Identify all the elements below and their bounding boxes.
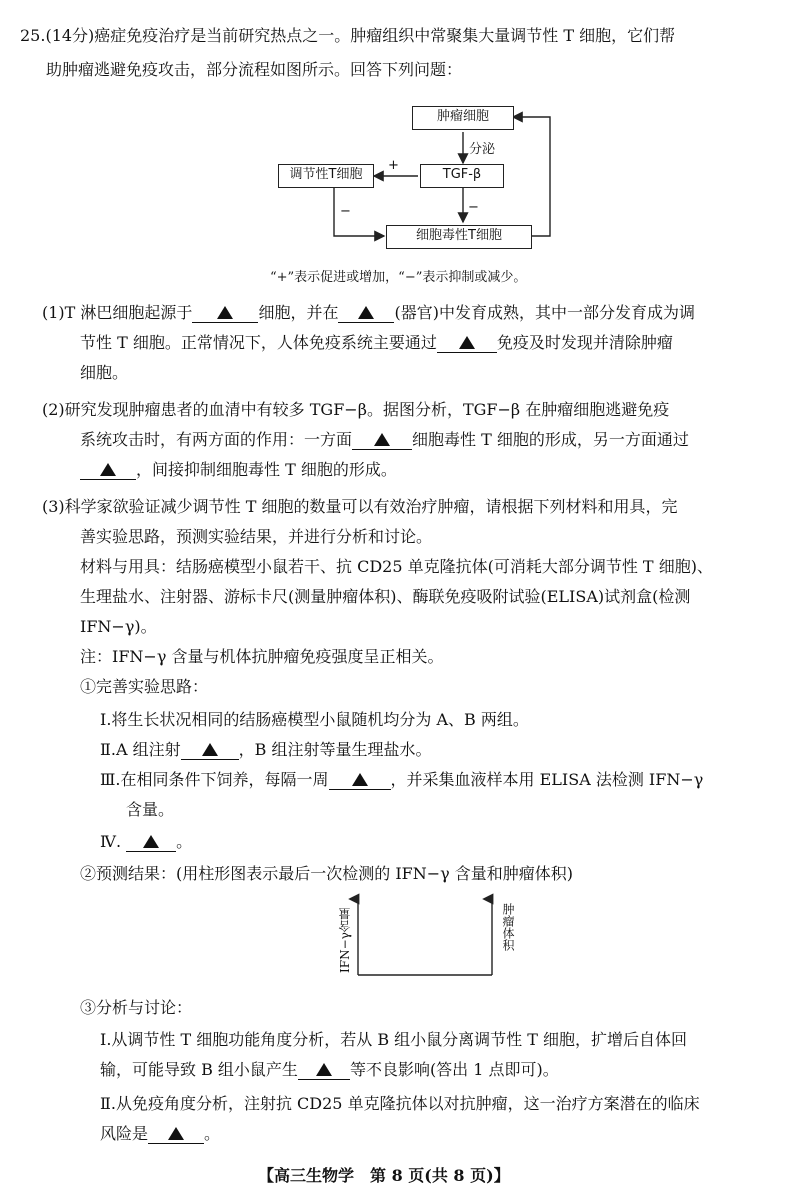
triangle-icon: [100, 463, 116, 476]
discussion-2-text-c: 。: [204, 1124, 221, 1143]
minus-sign-treg: −: [340, 204, 351, 219]
step-4-text-a: Ⅳ.: [100, 832, 122, 851]
answer-blank-5[interactable]: [80, 461, 136, 480]
q2-text-b: 系统攻击时，有两方面的作用：一方面: [80, 430, 353, 449]
empty-bar-chart: [330, 893, 530, 983]
step-3: [100, 770, 703, 790]
q2-line2: [80, 430, 689, 450]
tumor-cell-box: 肿瘤细胞: [412, 106, 514, 130]
tgf-beta-box: TGF-β: [420, 164, 504, 188]
q1-text-d: 节性 T 细胞。正常情况下，人体免疫系统主要通过: [80, 333, 437, 352]
q2-line1: (2)研究发现肿瘤患者的血清中有较多 TGF−β。据图分析，TGF−β 在肿瘤细胞逃避免疫: [42, 400, 670, 419]
answer-blank-3[interactable]: [437, 334, 497, 353]
step-3-text-b: ，并采集血液样本用 ELISA 法检测 IFN−γ: [390, 770, 704, 789]
heading-prediction: ②预测结果：(用柱形图表示最后一次检测的 IFN−γ 含量和肿瘤体积): [80, 864, 574, 883]
answer-blank-6[interactable]: [181, 741, 239, 760]
question-stem-line2: 助肿瘤逃避免疫攻击，部分流程如图所示。回答下列问题：: [46, 60, 463, 79]
step-4: [100, 832, 192, 852]
triangle-icon: [358, 306, 374, 319]
y-axis-label-right: 肿瘤体积: [501, 903, 515, 951]
plus-sign: +: [388, 158, 399, 173]
discussion-1-line1: Ⅰ.从调节性 T 细胞功能角度分析，若从 B 组小鼠分离调节性 T 细胞，扩增后自体回: [100, 1030, 688, 1049]
materials-line3: IFN−γ)。: [80, 617, 157, 636]
q1-text-b: 细胞，并在: [258, 303, 339, 322]
answer-blank-9[interactable]: [298, 1061, 350, 1080]
flow-diagram: [270, 100, 560, 260]
note-line: 注：IFN−γ 含量与机体抗肿瘤免疫强度呈正相关。: [80, 647, 444, 666]
triangle-icon: [374, 433, 390, 446]
heading-analysis: ③分析与讨论：: [80, 998, 193, 1017]
q2-text-c: 细胞毒性 T 细胞的形成，另一方面通过: [412, 430, 689, 449]
triangle-icon: [316, 1063, 332, 1076]
question-stem-line1: 25.(14分)癌症免疫治疗是当前研究热点之一。肿瘤组织中常聚集大量调节性 T 细胞，它们帮: [20, 26, 676, 45]
answer-blank-8[interactable]: [126, 833, 176, 852]
step-3-text-a: Ⅲ.在相同条件下饲养，每隔一周: [100, 770, 329, 789]
discussion-1-line2: [100, 1060, 559, 1080]
q2-text-d: ，间接抑制细胞毒性 T 细胞的形成。: [136, 460, 397, 479]
discussion-2-line1: Ⅱ.从免疫角度分析，注射抗 CD25 单克隆抗体以对抗肿瘤，这一治疗方案潜在的临床: [100, 1094, 700, 1113]
triangle-icon: [168, 1127, 184, 1140]
discussion-2-text-b: 风险是: [100, 1124, 149, 1143]
discussion-1-text-c: 等不良影响(答出 1 点即可)。: [349, 1060, 559, 1079]
step-4-text-b: 。: [176, 832, 193, 851]
answer-blank-7[interactable]: [329, 771, 391, 790]
materials-line1: 材料与用具：结肠癌模型小鼠若干、抗 CD25 单克隆抗体(可消耗大部分调节性 T 细胞)、: [80, 557, 713, 576]
y-axis-label-left: IFN−γ含量: [338, 908, 352, 973]
q1-line3: 细胞。: [80, 363, 129, 382]
materials-line2: 生理盐水、注射器、游标卡尺(测量肿瘤体积)、酶联免疫吸附试验(ELISA)试剂盒(检测: [80, 587, 691, 606]
q1-line1: [42, 303, 695, 323]
q1-line2: [80, 333, 673, 353]
ctl-cell-box: 细胞毒性T细胞: [386, 225, 532, 249]
q3-line1: (3)科学家欲验证减少调节性 T 细胞的数量可以有效治疗肿瘤，请根据下列材料和用具，完: [42, 497, 678, 516]
answer-blank-2[interactable]: [338, 304, 394, 323]
q2-line3: [80, 460, 397, 480]
q1-text-e: 免疫及时发现并清除肿瘤: [496, 333, 673, 352]
triangle-icon: [202, 743, 218, 756]
heading-ideas: ①完善实验思路：: [80, 677, 209, 696]
triangle-icon: [352, 773, 368, 786]
q1-text-c: (器官)中发育成熟，其中一部分发育成为调: [394, 303, 695, 322]
triangle-icon: [143, 835, 159, 848]
treg-cell-box: 调节性T细胞: [278, 164, 374, 188]
answer-blank-1[interactable]: [192, 304, 258, 323]
discussion-2-line2: [100, 1124, 220, 1144]
secrete-label: 分泌: [469, 142, 496, 157]
discussion-1-text-b: 输，可能导致 B 组小鼠产生: [100, 1060, 298, 1079]
step-2-text-a: Ⅱ.A 组注射: [100, 740, 181, 759]
triangle-icon: [459, 336, 475, 349]
minus-sign-tgf: −: [468, 200, 479, 215]
step-1: Ⅰ.将生长状况相同的结肠癌模型小鼠随机均分为 A、B 两组。: [100, 710, 529, 729]
step-2: [100, 740, 431, 760]
step-3-cont: 含量。: [126, 800, 175, 819]
step-2-text-b: ，B 组注射等量生理盐水。: [238, 740, 432, 759]
page-footer: 【高三生物学 第 8 页(共 8 页)】: [258, 1166, 510, 1185]
q1-text-a: (1)T 淋巴细胞起源于: [42, 303, 193, 322]
diagram-caption: “+”表示促进或增加，“−”表示抑制或减少。: [270, 270, 527, 285]
answer-blank-4[interactable]: [352, 431, 412, 450]
triangle-icon: [217, 306, 233, 319]
q3-line2: 善实验思路，预测实验结果，并进行分析和讨论。: [80, 527, 433, 546]
answer-blank-10[interactable]: [148, 1125, 204, 1144]
